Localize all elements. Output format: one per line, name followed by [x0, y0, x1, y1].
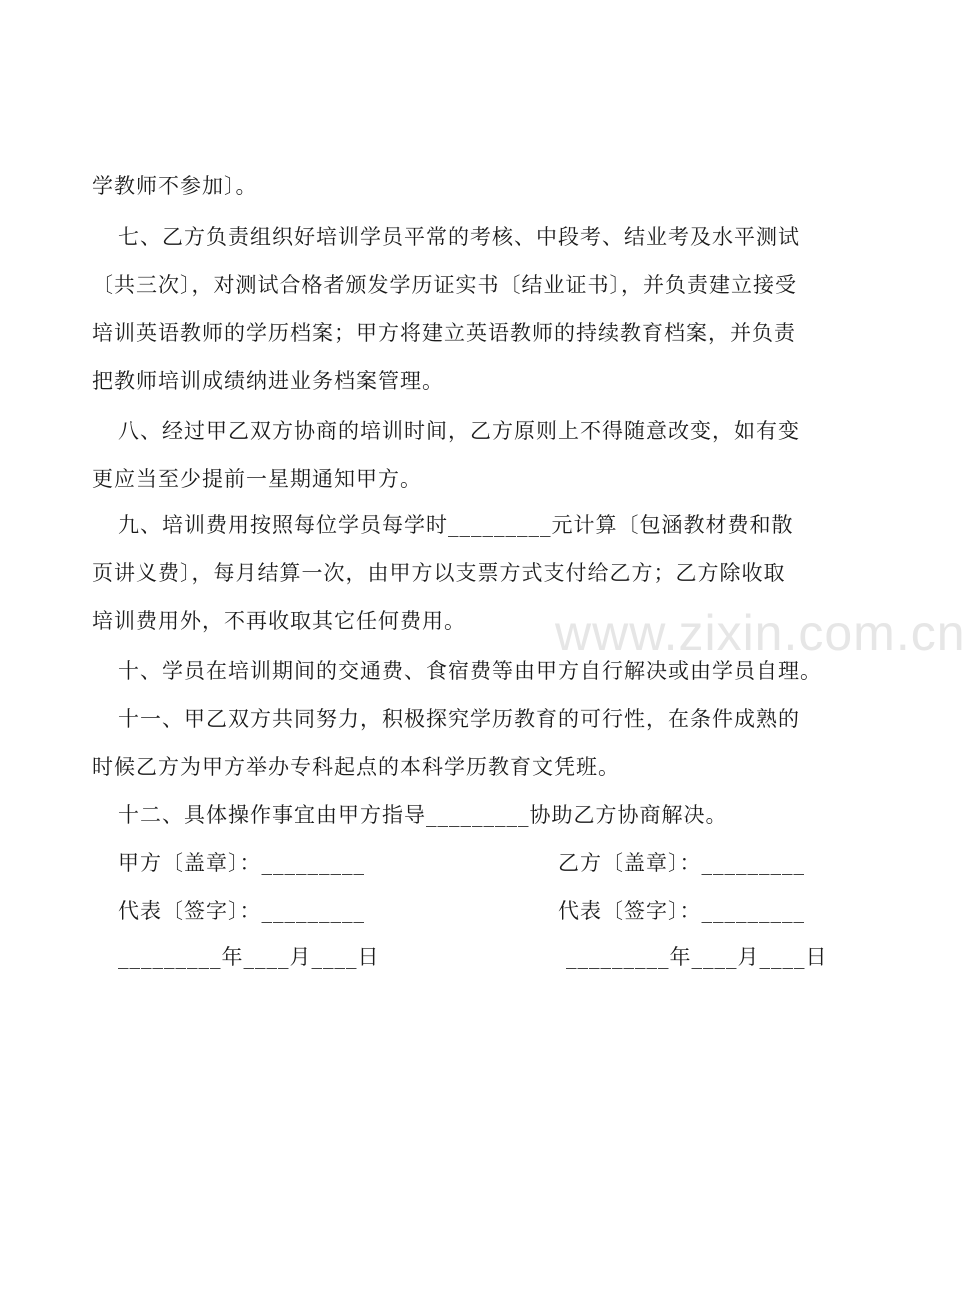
paragraph-6-tail: 学教师不参加〕。 — [92, 174, 258, 198]
clause-9-line-3: 培训费用外，不再收取其它任何费用。 — [92, 609, 466, 633]
clause-7-line-2: 〔共三次〕，对测试合格者颁发学历证实书〔结业证书〕，并负责建立接受 — [92, 273, 797, 297]
clause-11-line-2: 时候乙方为甲方举办专科起点的本科学历教育文凭班。 — [92, 755, 620, 779]
clause-9-line-2: 页讲义费〕，每月结算一次，由甲方以支票方式支付给乙方；乙方除收取 — [92, 561, 786, 585]
clause-8-line-1: 八、经过甲乙双方协商的培训时间，乙方原则上不得随意改变，如有变 — [118, 419, 800, 443]
clause-10-line-1: 十、学员在培训期间的交通费、食宿费等由甲方自行解决或由学员自理。 — [118, 659, 822, 683]
clause-12-line-1: 十二、具体操作事宜由甲方指导_________协助乙方协商解决。 — [118, 803, 728, 827]
party-b-date: _________年____月____日 — [566, 945, 828, 969]
clause-8-line-2: 更应当至少提前一星期通知甲方。 — [92, 467, 422, 491]
clause-7-line-4: 把教师培训成绩纳进业务档案管理。 — [92, 369, 444, 393]
party-a-representative: 代表〔签字〕：_________ — [118, 899, 365, 923]
party-b-representative: 代表〔签字〕：_________ — [558, 899, 805, 923]
party-a-seal: 甲方〔盖章〕：_________ — [118, 851, 365, 875]
clause-9-line-1: 九、培训费用按照每位学员每学时_________元计算〔包涵教材费和散 — [118, 513, 794, 537]
clause-7-line-3: 培训英语教师的学历档案；甲方将建立英语教师的持续教育档案，并负责 — [92, 321, 796, 345]
party-a-date: _________年____月____日 — [118, 945, 380, 969]
party-b-seal: 乙方〔盖章〕：_________ — [558, 851, 805, 875]
clause-11-line-1: 十一、甲乙双方共同努力，积极探究学历教育的可行性，在条件成熟的 — [118, 707, 800, 731]
clause-7-line-1: 七、乙方负责组织好培训学员平常的考核、中段考、结业考及水平测试 — [118, 225, 800, 249]
watermark: www.zixin.com.cn — [555, 605, 966, 661]
